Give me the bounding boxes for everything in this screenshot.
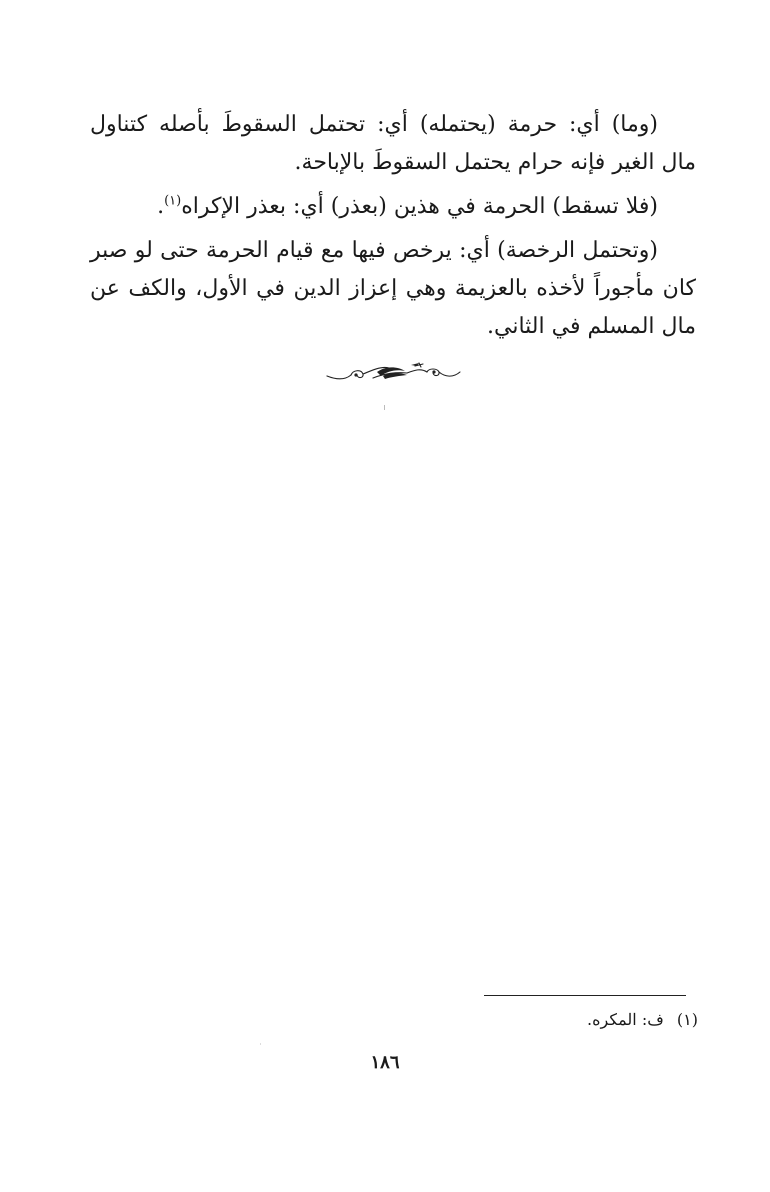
footnote-text: ف: المكره. bbox=[587, 1010, 664, 1029]
page-number: ١٨٦ bbox=[370, 1052, 400, 1073]
paragraph-2-tail: . bbox=[157, 194, 165, 219]
paragraph-2 bbox=[90, 188, 696, 226]
floral-divider-ornament-icon bbox=[323, 360, 463, 386]
paragraph-1-text: (وما) أي: حرمة (يحتمله) أي: تحتمل السقوطَ بأصله كتناول مال الغير فإنه حرام يحتمل السقوطَ بالإباحة. bbox=[90, 112, 696, 175]
paragraph-1 bbox=[90, 106, 696, 182]
paragraph-3 bbox=[90, 232, 696, 346]
paragraph-3-text: (وتحتمل الرخصة) أي: يرخص فيها مع قيام الحرمة حتى لو صبر كان مأجوراً لأخذه بالعزيمة وهي إعزاز الدين في الأول، والكف عن مال المسلم في الثاني. bbox=[90, 238, 696, 339]
footnote bbox=[587, 1008, 698, 1032]
scan-mark bbox=[384, 405, 385, 410]
scan-speck bbox=[260, 1043, 261, 1045]
main-text bbox=[90, 106, 696, 352]
paragraph-2-text: (فلا تسقط) الحرمة في هذين (بعذر) أي: بعذر الإكراه bbox=[181, 194, 658, 219]
footnote-number: (١) bbox=[676, 1010, 698, 1029]
footnote-divider bbox=[484, 995, 686, 996]
footnote-reference[interactable]: (١) bbox=[164, 193, 182, 209]
